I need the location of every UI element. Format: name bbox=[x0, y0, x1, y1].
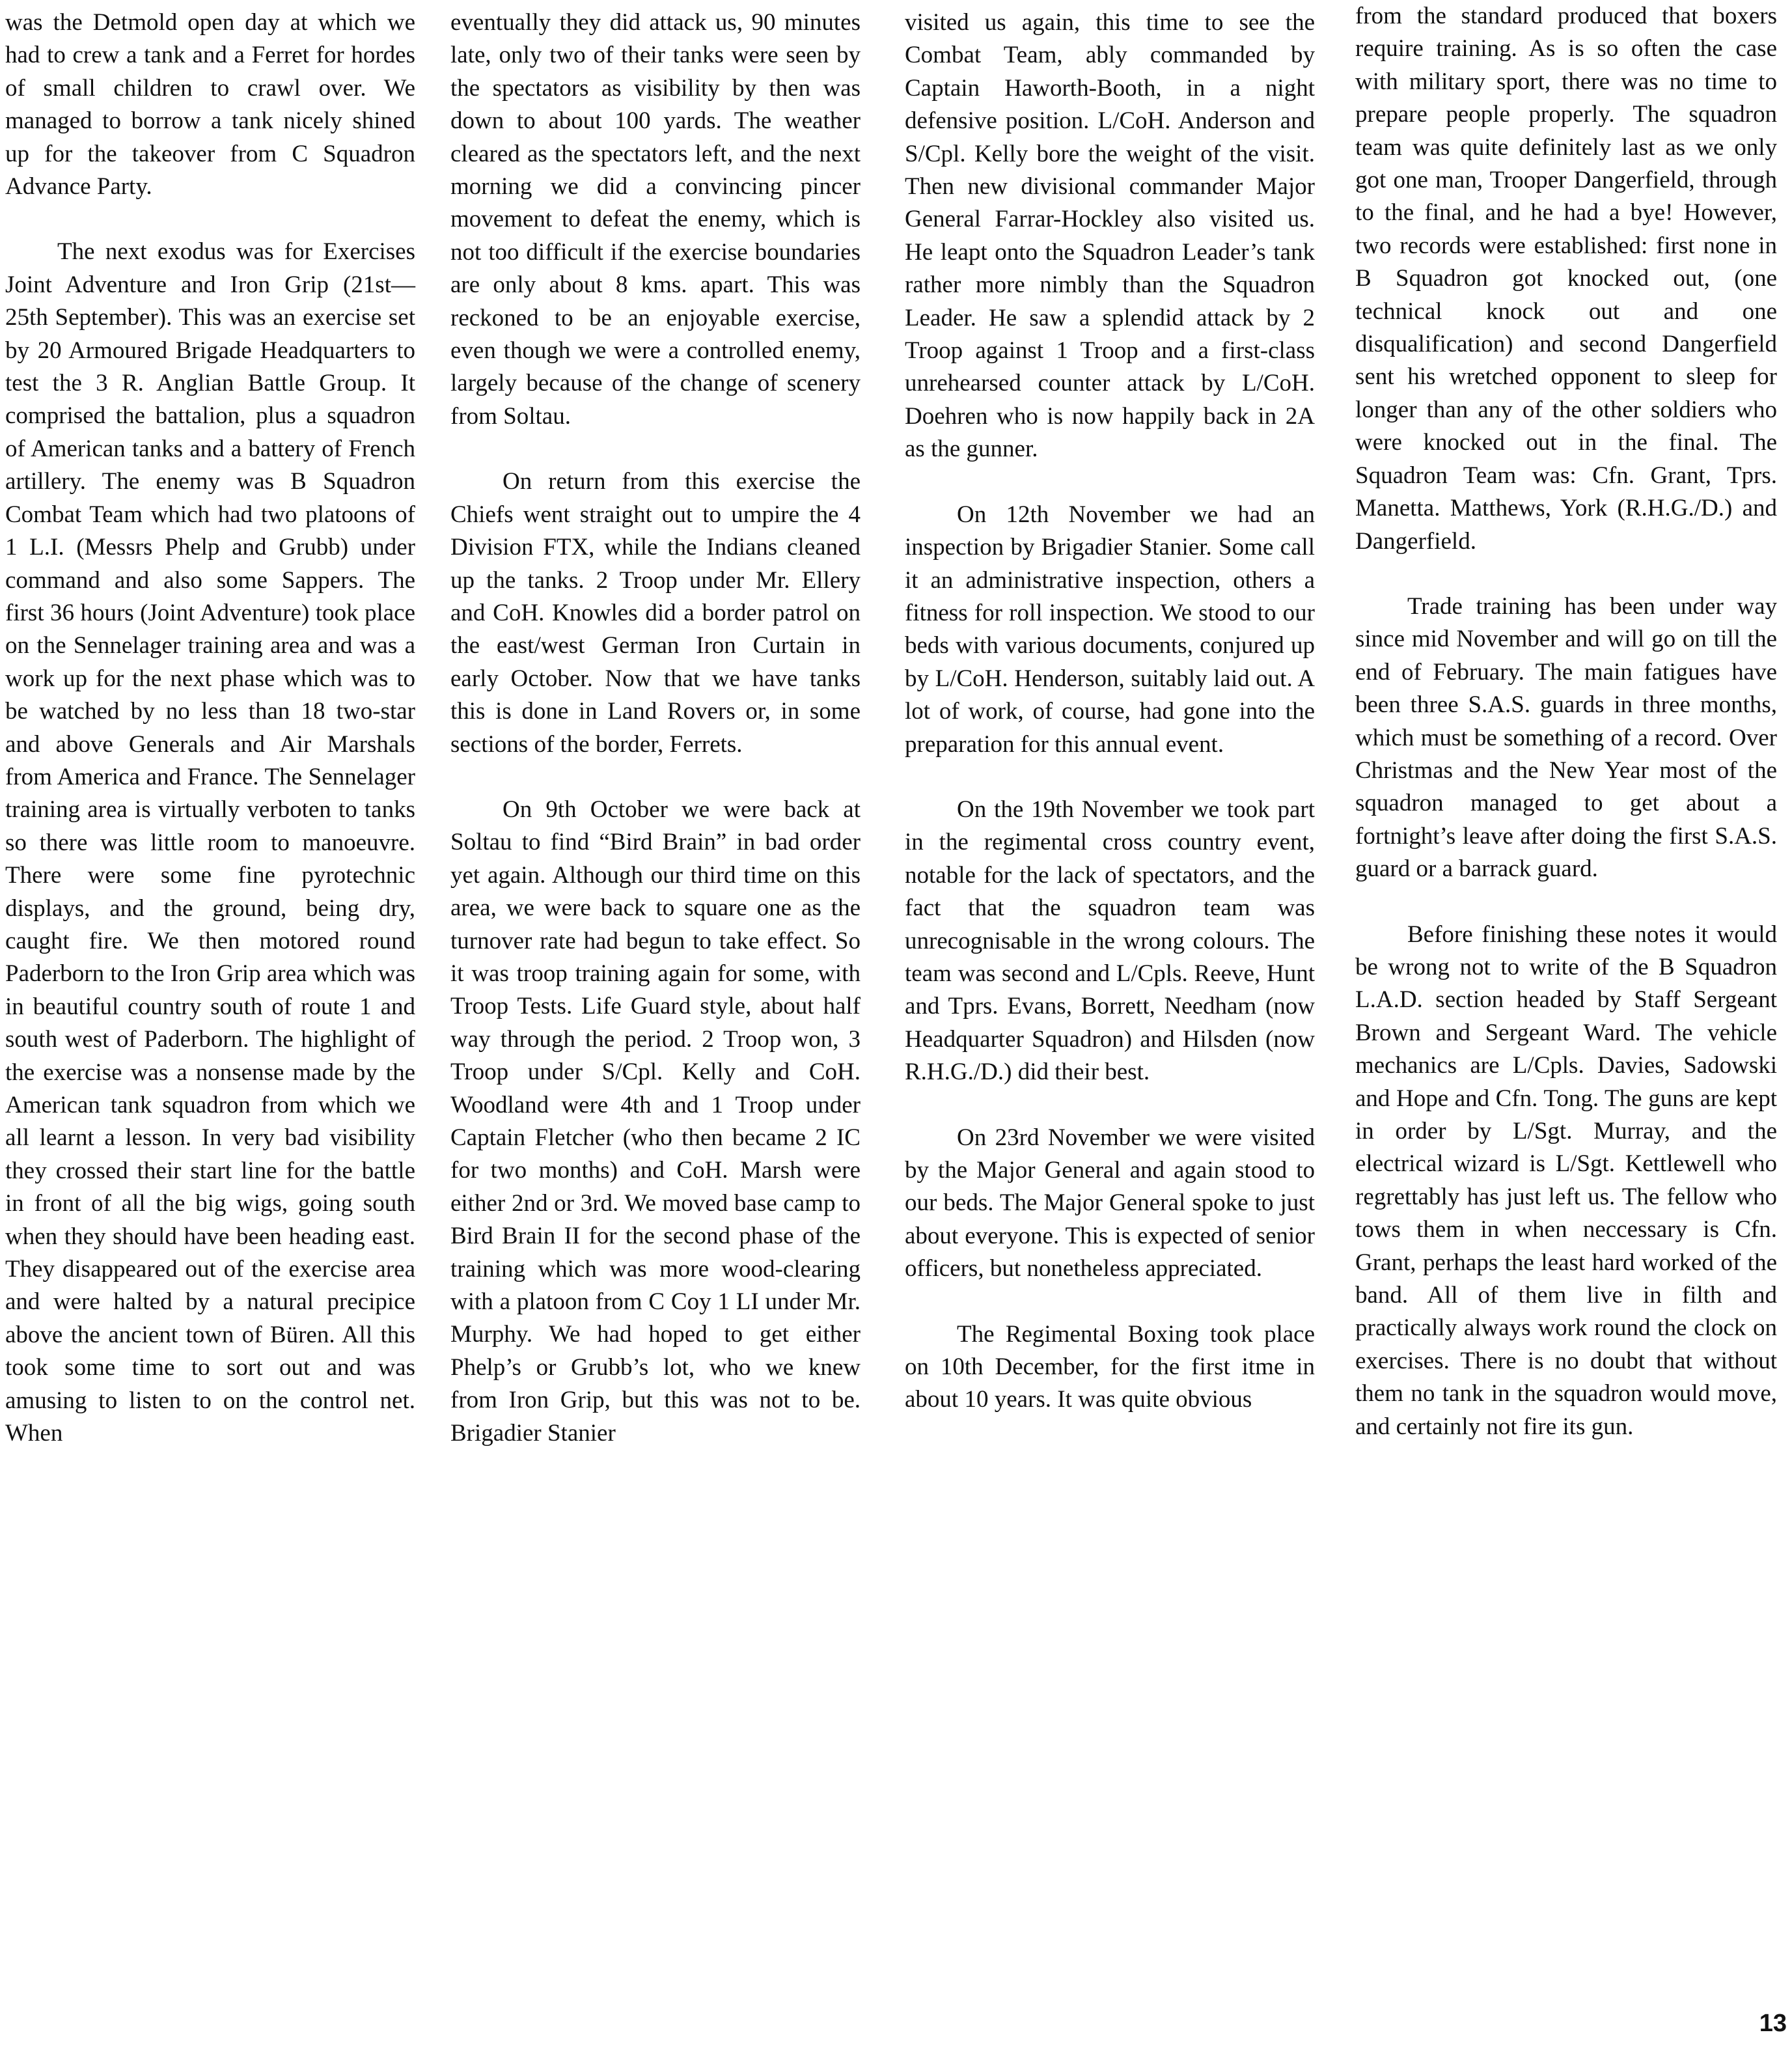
paragraph: On 9th October we were back at Soltau to find “Bird Brain” in bad order yet again. Although our third time on this area, we were back to square one as the turnover rate had begun to take effect. So it was troop training again for some, with Troop Tests. Life Guard style, about half way through the period. 2 Troop won, 3 Troop under S/Cpl. Kelly and CoH. Woodland were 4th and 1 Troop under Captain Fletcher (who then became 2 IC for two months) and CoH. Marsh were either 2nd or 3rd. We moved base camp to Bird Brain II for the second phase of the training which was more wood-clearing with a platoon from C Coy 1 LI under Mr. Murphy. We had hoped to get either Phelp’s or Grubb’s lot, who we knew from Iron Grip, but this was not to be. Brigadier Stanier bbox=[450, 796, 861, 1447]
paragraph: On return from this exercise the Chiefs went straight out to umpire the 4 Division FTX, while the Indians cleaned up the tanks. 2 Troop under Mr. Ellery and CoH. Knowles did a border patrol on the east/west German Iron Curtain in early October. Now that we have tanks this is done in Land Rovers or, in some sections of the border, Ferrets. bbox=[450, 468, 861, 758]
text-column-2 bbox=[450, 7, 861, 1450]
paragraph: was the Detmold open day at which we had to crew a tank and a Ferret for hordes of small children to crawl over. We managed to borrow a tank nicely shined up for the takeover from C Squadron Advance Party. bbox=[5, 9, 415, 201]
paragraph: On 12th November we had an inspection by Brigadier Stanier. Some call it an administrative inspection, others a fitness for roll inspection. We stood to our beds with various documents, conjured up by L/CoH. Henderson, suitably laid out. A lot of work, of course, had gone into the preparation for this annual event. bbox=[905, 501, 1315, 758]
paragraph: eventually they did attack us, 90 minutes late, only two of their tanks were seen by the spectators as visibility by then was down to about 100 yards. The weather cleared as the spectators left, and the next morning we did a convincing pincer movement to defeat the enemy, which is not too difficult if the exercise boundaries are only about 8 kms. apart. This was reckoned to be an enjoyable exercise, even though we were a controlled enemy, largely because of the change of scenery from Soltau. bbox=[450, 9, 861, 430]
paragraph: Trade training has been under way since mid November and will go on till the end of February. The main fatigues have been three S.A.S. guards in three months, which must be something of a record. Over Christmas and the New Year most of the squadron managed to get about a fortnight’s leave after doing the first S.A.S. guard or a barrack guard. bbox=[1355, 592, 1777, 883]
paragraph: Before finishing these notes it would be wrong not to write of the B Squadron L.A.D. section headed by Staff Sergeant Brown and Sergeant Ward. The vehicle mechanics are L/Cpls. Davies, Sadowski and Hope and Cfn. Tong. The guns are kept in order by L/Sgt. Murray, and the electrical wizard is L/Sgt. Kettlewell who regrettably has just left us. The fellow who tows them in when neccessary is Cfn. Grant, perhaps the least hard worked of the band. All of them live in filth and practically always work round the clock on exercises. There is no doubt that without them no tank in the squadron would move, and certainly not fire its gun. bbox=[1355, 921, 1777, 1440]
page-number: 13 bbox=[1759, 2010, 1787, 2037]
paragraph: The next exodus was for Exercises Joint Adventure and Iron Grip (21st—25th September). This was an exercise set by 20 Armoured Brigade Headquarters to test the 3 R. Anglian Battle Group. It comprised the battalion, plus a squadron of American tanks and a battery of French artillery. The enemy was B Squadron Combat Team which had two platoons of 1 L.I. (Messrs Phelp and Grubb) under command and also some Sappers. The first 36 hours (Joint Adventure) took place on the Sennelager training area and was a work up for the next phase which was to be watched by no less than 18 two-star and above Generals and Air Marshals from America and France. The Sennelager training area is virtually verboten to tanks so there was little room to manoeuvre. There were some fine pyrotechnic displays, and the ground, being dry, caught fire. We then motored round Paderborn to the Iron Grip area which was in beautiful country south of route 1 and south west of Paderborn. The highlight of the exercise was a nonsense made by the American tank squadron from which we all learnt a lesson. In very bad visibility they crossed their start line for the battle in front of all the big wigs, going south when they should have been heading east. They disappeared out of the exercise area and were halted by a natural precipice above the ancient town of Büren. All this took some time to sort out and was amusing to listen to on the control net. When bbox=[5, 238, 415, 1447]
paragraph: The Regimental Boxing took place on 10th December, for the first itme in about 10 years. It was quite obvious bbox=[905, 1320, 1315, 1413]
text-column-3 bbox=[905, 7, 1315, 1417]
paragraph: visited us again, this time to see the Combat Team, ably commanded by Captain Haworth-Booth, in a night defensive position. L/CoH. Anderson and S/Cpl. Kelly bore the weight of the visit. Then new divisional commander Major General Farrar-Hockley also visited us. He leapt onto the Squadron Leader’s tank rather more nimbly than the Squadron Leader. He saw a splendid attack by 2 Troop against 1 Troop and a first-class unrehearsed counter attack by L/CoH. Doehren who is now happily back in 2A as the gunner. bbox=[905, 9, 1315, 463]
text-column-1 bbox=[5, 7, 415, 1450]
paragraph: On the 19th November we took part in the regimental cross country event, notable for the lack of spectators, and the fact that the squadron team was unrecognisable in the wrong colours. The team was second and L/Cpls. Reeve, Hunt and Tprs. Evans, Borrett, Needham (now Headquarter Squadron) and Hilsden (now R.H.G./D.) did their best. bbox=[905, 796, 1315, 1086]
paragraph: On 23rd November we were visited by the Major General and again stood to our beds. The Major General spoke to just about everyone. This is expected of senior officers, but nonetheless appreciated. bbox=[905, 1124, 1315, 1282]
paragraph: from the standard produced that boxers require training. As is so often the case with military sport, there was no time to prepare people properly. The squadron team was quite definitely last as we only got one man, Trooper Dangerfield, through to the final, and he had a bye! However, two records were established: first none in B Squadron got knocked out, (one technical knock out and one disqualification) and second Dangerfield sent his wretched opponent to sleep for longer than any of the other soldiers who were knocked out in the final. The Squadron Team was: Cfn. Grant, Tprs. Manetta. Matthews, York (R.H.G./D.) and Dangerfield. bbox=[1355, 3, 1777, 555]
text-column-4 bbox=[1355, 0, 1777, 1443]
